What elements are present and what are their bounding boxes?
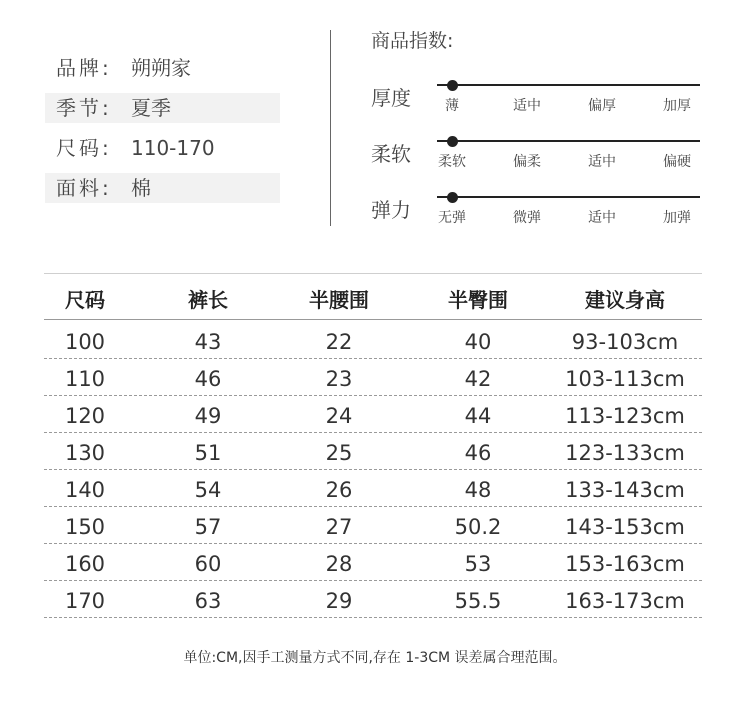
table-cell: 57 bbox=[194, 515, 222, 539]
row-divider bbox=[44, 543, 702, 544]
index-marker bbox=[447, 192, 458, 203]
info-value: 夏季 bbox=[131, 96, 171, 120]
index-level: 偏硬 bbox=[663, 154, 691, 170]
info-label: 面料: bbox=[56, 176, 112, 200]
table-cell: 46 bbox=[464, 441, 492, 465]
table-cell: 51 bbox=[194, 441, 222, 465]
info-label: 品牌: bbox=[56, 56, 112, 80]
index-label: 弹力 bbox=[371, 198, 411, 222]
info-row bbox=[45, 53, 280, 83]
table-cell: 42 bbox=[464, 367, 492, 391]
index-level: 适中 bbox=[513, 98, 541, 114]
index-level: 微弹 bbox=[513, 210, 541, 226]
table-cell: 60 bbox=[194, 552, 222, 576]
table-header-cell: 半腰围 bbox=[309, 288, 369, 312]
row-divider bbox=[44, 580, 702, 581]
table-cell: 103-113cm bbox=[565, 367, 685, 391]
table-cell: 27 bbox=[325, 515, 353, 539]
info-row bbox=[45, 173, 280, 203]
table-cell: 63 bbox=[194, 589, 222, 613]
table-cell: 43 bbox=[194, 330, 222, 354]
index-marker bbox=[447, 136, 458, 147]
product-index-title: 商品指数: bbox=[371, 30, 454, 52]
info-value: 朔朔家 bbox=[131, 56, 191, 80]
index-level: 加厚 bbox=[663, 98, 691, 114]
row-divider bbox=[44, 432, 702, 433]
row-divider bbox=[44, 469, 702, 470]
table-cell: 140 bbox=[64, 478, 106, 502]
footnote: 单位:CM,因手工测量方式不同,存在 1-3CM 误差属合理范围。 bbox=[183, 650, 567, 666]
table-cell: 143-153cm bbox=[565, 515, 685, 539]
table-cell: 46 bbox=[194, 367, 222, 391]
info-label: 季节: bbox=[56, 96, 112, 120]
table-cell: 29 bbox=[325, 589, 353, 613]
info-value: 110-170 bbox=[131, 136, 215, 160]
table-cell: 25 bbox=[325, 441, 353, 465]
table-cell: 123-133cm bbox=[565, 441, 685, 465]
row-divider bbox=[44, 617, 702, 618]
table-cell: 100 bbox=[64, 330, 106, 354]
table-cell: 55.5 bbox=[454, 589, 502, 613]
index-level: 偏厚 bbox=[588, 98, 616, 114]
table-cell: 48 bbox=[464, 478, 492, 502]
index-scale-track bbox=[437, 84, 700, 86]
index-level: 薄 bbox=[445, 98, 459, 114]
table-cell: 23 bbox=[325, 367, 353, 391]
table-header-cell: 半臀围 bbox=[448, 288, 508, 312]
table-cell: 26 bbox=[325, 478, 353, 502]
table-cell: 93-103cm bbox=[571, 330, 679, 354]
table-top-border bbox=[44, 273, 702, 274]
table-cell: 24 bbox=[325, 404, 353, 428]
table-header-cell: 裤长 bbox=[188, 288, 228, 312]
index-scale-track bbox=[437, 196, 700, 198]
table-header-cell: 建议身高 bbox=[585, 288, 665, 312]
table-cell: 53 bbox=[464, 552, 492, 576]
table-cell: 44 bbox=[464, 404, 492, 428]
info-value: 棉 bbox=[131, 176, 151, 200]
info-label: 尺码: bbox=[56, 136, 112, 160]
table-header-divider bbox=[44, 319, 702, 320]
index-level: 偏柔 bbox=[513, 154, 541, 170]
index-level: 柔软 bbox=[438, 154, 466, 170]
table-cell: 170 bbox=[64, 589, 106, 613]
index-label: 厚度 bbox=[371, 86, 411, 110]
index-level: 适中 bbox=[588, 210, 616, 226]
table-cell: 120 bbox=[64, 404, 106, 428]
table-cell: 153-163cm bbox=[565, 552, 685, 576]
table-cell: 22 bbox=[325, 330, 353, 354]
table-cell: 54 bbox=[194, 478, 222, 502]
index-level: 加弹 bbox=[663, 210, 691, 226]
info-row bbox=[45, 133, 280, 163]
table-cell: 28 bbox=[325, 552, 353, 576]
row-divider bbox=[44, 395, 702, 396]
table-cell: 160 bbox=[64, 552, 106, 576]
table-cell: 49 bbox=[194, 404, 222, 428]
table-cell: 113-123cm bbox=[565, 404, 685, 428]
index-level: 无弹 bbox=[438, 210, 466, 226]
table-cell: 133-143cm bbox=[565, 478, 685, 502]
info-row bbox=[45, 93, 280, 123]
index-marker bbox=[447, 80, 458, 91]
table-cell: 150 bbox=[64, 515, 106, 539]
table-cell: 40 bbox=[464, 330, 492, 354]
table-cell: 130 bbox=[64, 441, 106, 465]
index-scale-track bbox=[437, 140, 700, 142]
row-divider bbox=[44, 506, 702, 507]
table-cell: 110 bbox=[64, 367, 106, 391]
index-label: 柔软 bbox=[371, 142, 411, 166]
table-cell: 163-173cm bbox=[565, 589, 685, 613]
table-header-cell: 尺码 bbox=[65, 288, 105, 312]
row-divider bbox=[44, 358, 702, 359]
index-level: 适中 bbox=[588, 154, 616, 170]
table-cell: 50.2 bbox=[454, 515, 502, 539]
divider bbox=[330, 30, 331, 226]
